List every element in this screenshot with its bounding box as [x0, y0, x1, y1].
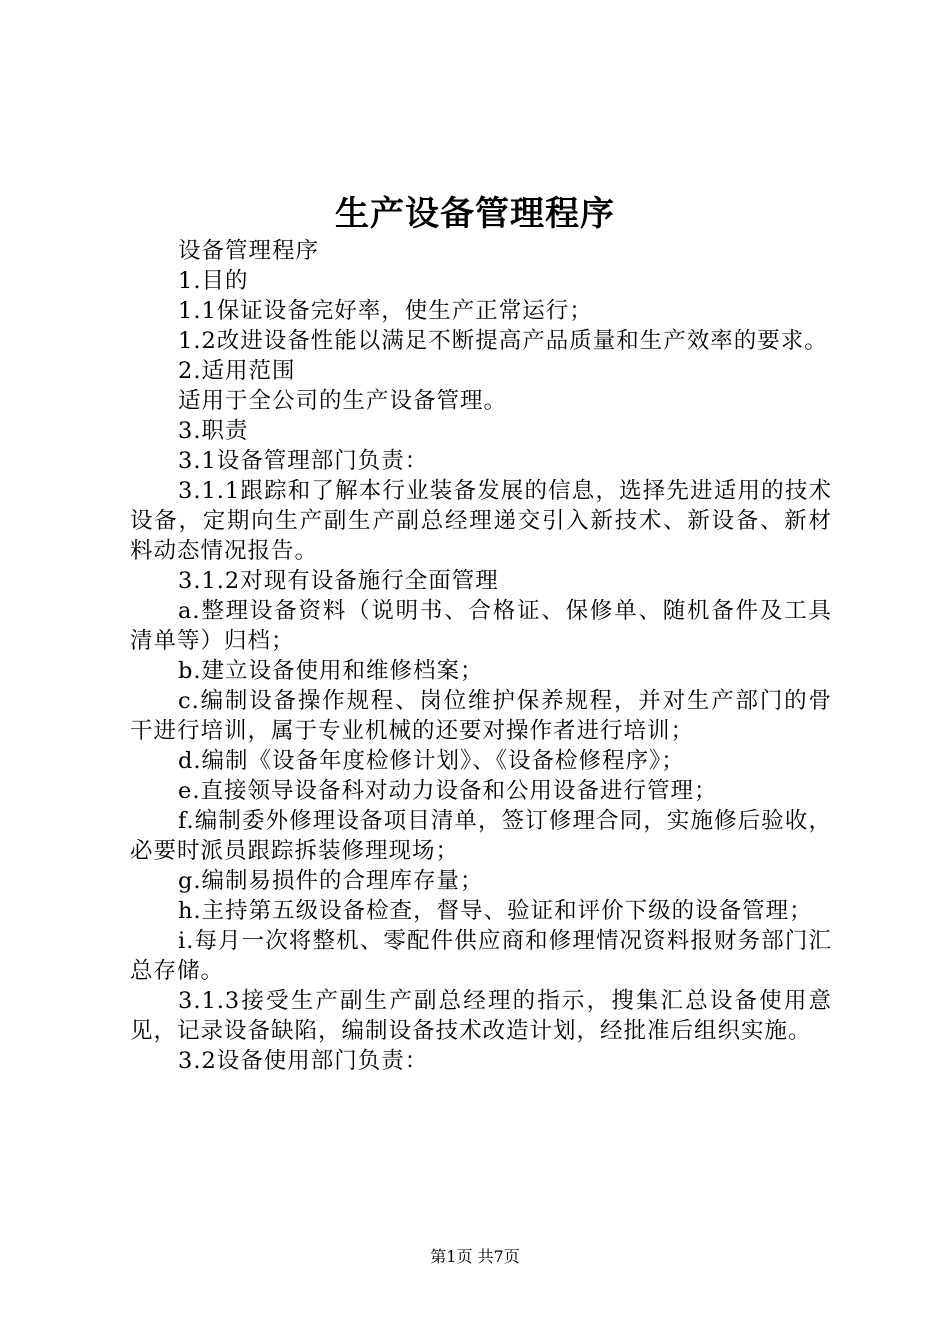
paragraph: i.每月一次将整机、零配件供应商和修理情况资料报财务部门汇总存储。 — [130, 928, 832, 984]
paragraph: d.编制《设备年度检修计划》、《设备检修程序》； — [178, 748, 685, 774]
document-body — [130, 236, 832, 1076]
paragraph: e.直接领导设备科对动力设备和公用设备进行管理； — [178, 778, 718, 804]
paragraph: a.整理设备资料（说明书、合格证、保修单、随机备件及工具清单等）归档； — [130, 598, 832, 654]
paragraph: 1.2改进设备性能以满足不断提高产品质量和生产效率的要求。 — [178, 328, 828, 354]
paragraph: 3.职责 — [178, 418, 249, 444]
paragraph: c.编制设备操作规程、岗位维护保养规程，并对生产部门的骨干进行培训，属于专业机械的还要对操作者进行培训； — [130, 688, 832, 744]
paragraph: f.编制委外修理设备项目清单，签订修理合同，实施修后验收，必要时派员跟踪拆装修理现场； — [130, 808, 832, 864]
document-title: 生产设备管理程序 — [335, 194, 615, 234]
paragraph: 1.1保证设备完好率，使生产正常运行； — [178, 298, 593, 324]
paragraph: 3.1.2对现有设备施行全面管理 — [178, 568, 499, 594]
paragraph: 2.适用范围 — [178, 358, 296, 384]
paragraph: 适用于全公司的生产设备管理。 — [178, 388, 508, 414]
paragraph: 设备管理程序 — [178, 238, 320, 264]
paragraph: 3.2设备使用部门负责： — [178, 1048, 429, 1074]
paragraph: 1.目的 — [178, 268, 249, 294]
paragraph: 3.1.3接受生产副生产副总经理的指示，搜集汇总设备使用意见，记录设备缺陷，编制设备技术改造计划，经批准后组织实施。 — [130, 988, 832, 1044]
paragraph: 3.1.1跟踪和了解本行业装备发展的信息，选择先进适用的技术设备，定期向生产副生产副总经理递交引入新技术、新设备、新材料动态情况报告。 — [130, 478, 832, 564]
paragraph: h.主持第五级设备检查，督导、验证和评价下级的设备管理； — [178, 898, 813, 924]
page-number-footer: 第1页 共7页 — [430, 1247, 520, 1266]
paragraph: g.编制易损件的合理库存量； — [178, 868, 484, 894]
paragraph: 3.1设备管理部门负责： — [178, 448, 429, 474]
paragraph: b.建立设备使用和维修档案； — [178, 658, 484, 684]
